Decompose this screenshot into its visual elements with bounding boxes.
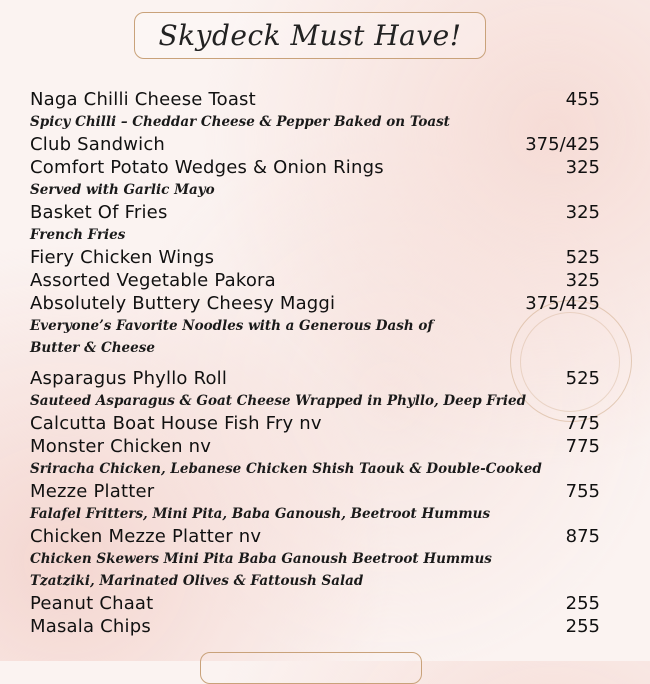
menu-item-price: 255	[565, 593, 600, 614]
menu-item	[30, 615, 600, 638]
menu-item-row	[30, 88, 600, 111]
menu-item-name: Chicken Mezze Platter nv	[30, 526, 262, 547]
menu-item-row	[30, 480, 600, 503]
menu-item-name: Mezze Platter	[30, 481, 155, 502]
menu-item	[30, 156, 600, 201]
bottom-banner	[200, 652, 422, 684]
menu-item-name: Masala Chips	[30, 616, 151, 637]
menu-item-price: 875	[565, 526, 600, 547]
menu-item	[30, 269, 600, 292]
menu-item-row	[30, 615, 600, 638]
menu-item	[30, 592, 600, 615]
menu-item-row	[30, 246, 600, 269]
menu-list	[30, 88, 600, 638]
menu-item-name: Monster Chicken nv	[30, 436, 212, 457]
menu-item-name: Assorted Vegetable Pakora	[30, 270, 276, 291]
menu-item-description: Sriracha Chicken, Lebanese Chicken Shish Taouk & Double-Cooked	[30, 461, 542, 477]
menu-item-name: Basket Of Fries	[30, 202, 168, 223]
menu-item-description: French Fries	[30, 227, 126, 243]
menu-item-name: Comfort Potato Wedges & Onion Rings	[30, 157, 384, 178]
menu-item-price: 325	[565, 202, 600, 223]
menu-item-row	[30, 201, 600, 224]
menu-item-price: 775	[565, 413, 600, 434]
menu-item-price: 455	[565, 89, 600, 110]
menu-item	[30, 292, 600, 367]
menu-item-row	[30, 292, 600, 315]
menu-item-row	[30, 269, 600, 292]
menu-item-description: Chicken Skewers Mini Pita Baba Ganoush Beetroot Hummus	[30, 551, 492, 567]
menu-item-name: Peanut Chaat	[30, 593, 154, 614]
menu-item-price: 525	[565, 368, 600, 389]
menu-item-row	[30, 367, 600, 390]
menu-item	[30, 525, 600, 592]
menu-item-description: Falafel Fritters, Mini Pita, Baba Ganoush, Beetroot Hummus	[30, 506, 491, 522]
menu-item-price: 255	[565, 616, 600, 637]
menu-item	[30, 435, 600, 480]
menu-item-description: Served with Garlic Mayo	[30, 182, 215, 198]
menu-item-description: Spicy Chilli – Cheddar Cheese & Pepper Baked on Toast	[30, 114, 450, 130]
menu-item-description: Sauteed Asparagus & Goat Cheese Wrapped in Phyllo, Deep Fried	[30, 393, 527, 409]
menu-item	[30, 88, 600, 133]
menu-item-description: Everyone’s Favorite Noodles with a Generous Dash of	[30, 318, 434, 334]
menu-item-name: Asparagus Phyllo Roll	[30, 368, 228, 389]
menu-item-name: Absolutely Buttery Cheesy Maggi	[30, 293, 336, 314]
menu-item-price: 775	[565, 436, 600, 457]
menu-item-name: Calcutta Boat House Fish Fry nv	[30, 413, 322, 434]
menu-item-price: 375/425	[525, 293, 600, 314]
spacer	[30, 359, 600, 367]
menu-title: Skydeck Must Have!	[158, 19, 462, 52]
menu-item-price: 325	[565, 157, 600, 178]
menu-item-price: 325	[565, 270, 600, 291]
menu-item	[30, 367, 600, 412]
menu-item-name: Fiery Chicken Wings	[30, 247, 215, 268]
menu-item-description: Butter & Cheese	[30, 340, 155, 356]
menu-item	[30, 480, 600, 525]
menu-item-row	[30, 156, 600, 179]
title-banner	[134, 12, 486, 59]
menu-item-row	[30, 435, 600, 458]
menu-item	[30, 246, 600, 269]
menu-item	[30, 133, 600, 156]
menu-item-name: Club Sandwich	[30, 134, 166, 155]
menu-item-row	[30, 133, 600, 156]
menu-item-row	[30, 525, 600, 548]
menu-item-price: 375/425	[525, 134, 600, 155]
menu-item-row	[30, 412, 600, 435]
menu-item-price: 525	[565, 247, 600, 268]
menu-item-price: 755	[565, 481, 600, 502]
menu-item-description: Tzatziki, Marinated Olives & Fattoush Salad	[30, 573, 364, 589]
menu-item-name: Naga Chilli Cheese Toast	[30, 89, 256, 110]
menu-item	[30, 201, 600, 246]
menu-item	[30, 412, 600, 435]
menu-item-row	[30, 592, 600, 615]
